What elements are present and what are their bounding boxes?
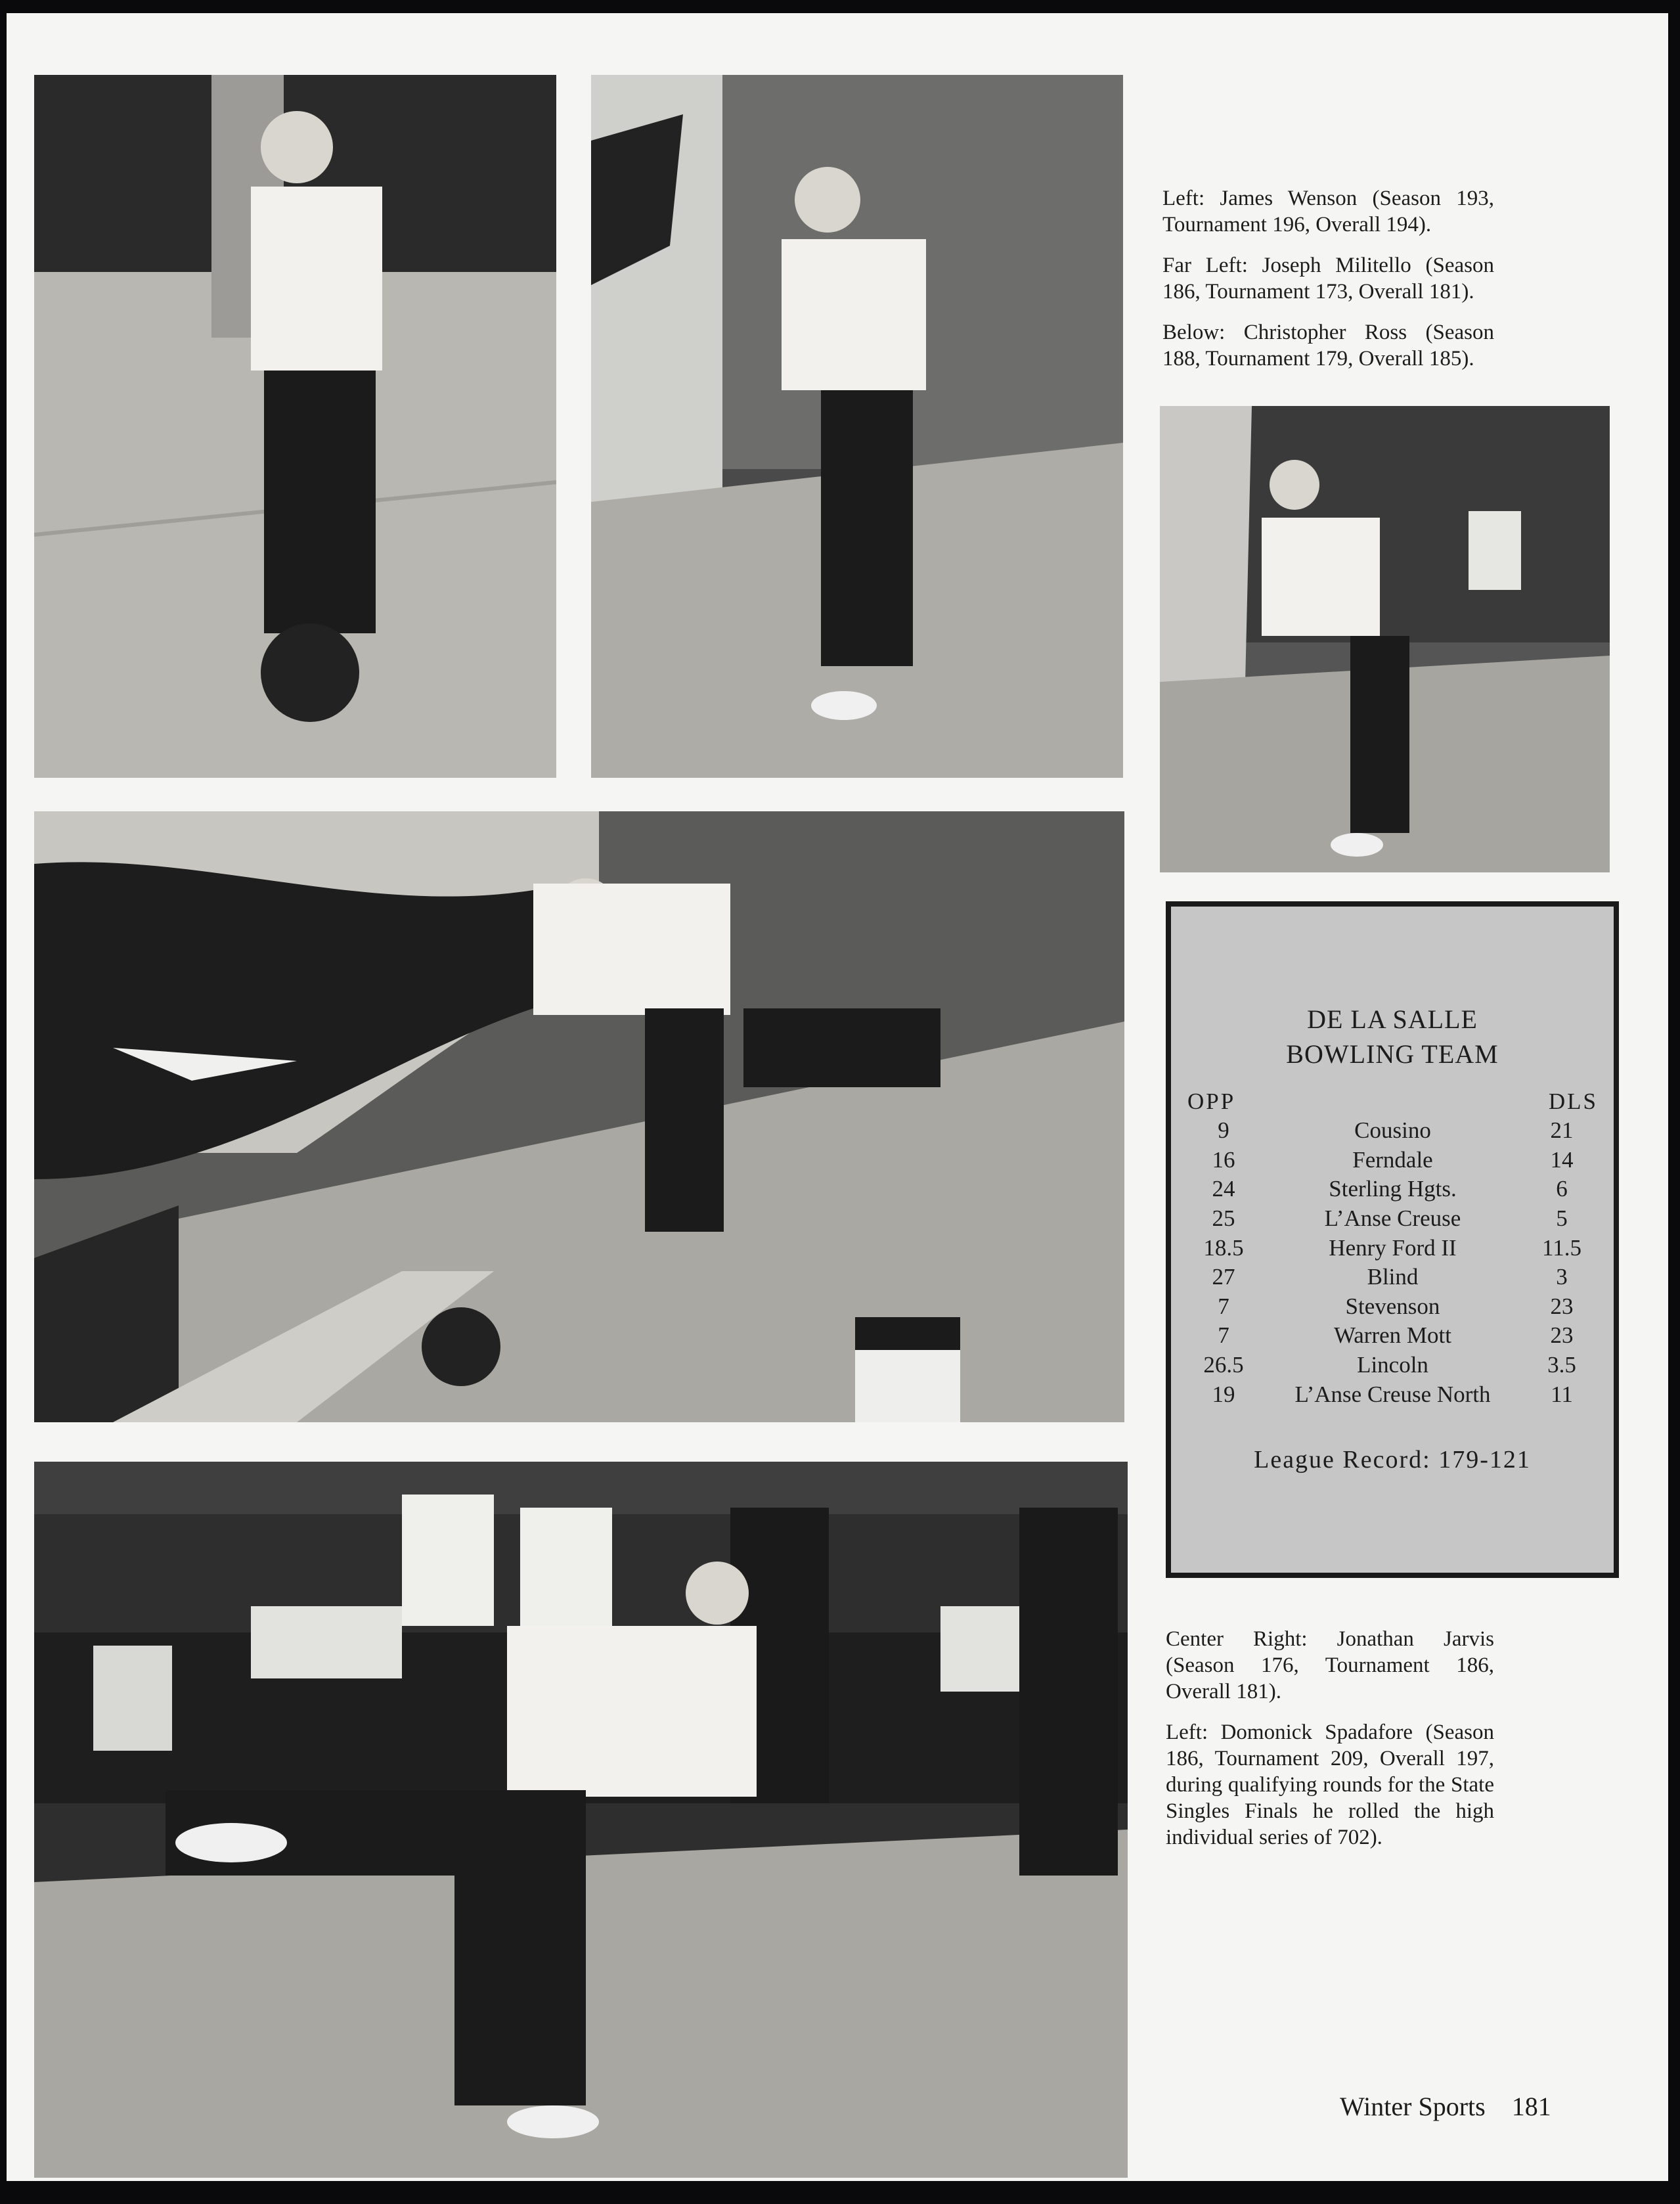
dls-score: 21: [1550, 1117, 1574, 1144]
captions-bottom: [1166, 1626, 1494, 1865]
dls-score: 3.5: [1547, 1352, 1576, 1378]
photo-bowler-wenson: [34, 75, 556, 778]
dls-score: 23: [1550, 1293, 1574, 1319]
scoreboard-rows: [1187, 1116, 1598, 1409]
opp-score: 7: [1218, 1322, 1229, 1349]
opponent-name: Henry Ford II: [1329, 1234, 1457, 1261]
opp-score: 19: [1212, 1381, 1235, 1407]
dls-score: 5: [1556, 1205, 1568, 1232]
opp-score: 7: [1218, 1293, 1229, 1319]
col-dls: DLS: [1548, 1089, 1598, 1114]
caption-wenson: Left: James Wenson (Season 193, Tournament 196, Overall 194).: [1162, 187, 1494, 236]
scoreboard-header: [1187, 1087, 1598, 1116]
scoreboard-row: [1187, 1351, 1598, 1380]
scoreboard-row: [1187, 1146, 1598, 1175]
caption-jarvis: Center Right: Jonathan Jarvis (Season 176, Tournament 186, Overall 181).: [1166, 1627, 1494, 1703]
section-title: Winter Sports: [1340, 2092, 1486, 2121]
photo-bowler-militello: [591, 75, 1123, 778]
scoreboard-row: [1187, 1116, 1598, 1146]
opponent-name: L’Anse Creuse North: [1294, 1381, 1491, 1407]
scoreboard-row: [1187, 1204, 1598, 1234]
opp-score: 18.5: [1203, 1234, 1244, 1261]
opp-score: 24: [1212, 1176, 1235, 1202]
scoreboard-table: [1187, 1087, 1598, 1409]
photo-bowler-spadafore: [34, 1462, 1128, 2178]
caption-militello: Far Left: Joseph Militello (Season 186, Tournament 173, Overall 181).: [1162, 254, 1494, 304]
photo-bowler-ross: [1160, 406, 1610, 872]
dls-score: 3: [1556, 1264, 1568, 1290]
opponent-name: Cousino: [1354, 1117, 1431, 1144]
scoreboard-row: [1187, 1263, 1598, 1292]
dls-score: 6: [1556, 1176, 1568, 1202]
opponent-name: L’Anse Creuse: [1324, 1205, 1461, 1232]
opp-score: 16: [1212, 1146, 1235, 1173]
photo-bowler-jarvis: [34, 811, 1124, 1422]
opp-score: 27: [1212, 1264, 1235, 1290]
page-number: 181: [1511, 2092, 1551, 2121]
opp-score: 9: [1218, 1117, 1229, 1144]
league-record: League Record: 179-121: [1254, 1446, 1531, 1473]
dls-score: 11.5: [1542, 1234, 1581, 1261]
yearbook-page: [7, 13, 1668, 2181]
opponent-name: Ferndale: [1352, 1146, 1433, 1173]
scoreboard-row: [1187, 1233, 1598, 1263]
opp-score: 25: [1212, 1205, 1235, 1232]
scoreboard-row: [1187, 1321, 1598, 1351]
dls-score: 11: [1551, 1381, 1573, 1407]
scoreboard-row: [1187, 1292, 1598, 1322]
col-opp: OPP: [1187, 1089, 1236, 1114]
opponent-name: Blind: [1367, 1264, 1419, 1290]
scoreboard-title: DE LA SALLE BOWLING TEAM: [1286, 1004, 1499, 1069]
opponent-name: Stevenson: [1345, 1293, 1440, 1319]
opponent-name: Sterling Hgts.: [1329, 1176, 1457, 1202]
opponent-name: Warren Mott: [1334, 1322, 1451, 1349]
dls-score: 14: [1550, 1146, 1574, 1173]
opponent-name: Lincoln: [1357, 1352, 1428, 1378]
bowling-team-scoreboard: [1166, 901, 1619, 1578]
opp-score: 26.5: [1203, 1352, 1244, 1378]
scoreboard-row: [1187, 1175, 1598, 1204]
dls-score: 23: [1550, 1322, 1574, 1349]
captions-top: [1162, 185, 1494, 386]
scoreboard-row: [1187, 1380, 1598, 1409]
caption-spadafore: Left: Domonick Spadafore (Season 186, Tournament 209, Overall 197, during qualifying rounds for the State Singles Finals he rolled the high individual series of 702).: [1166, 1720, 1494, 1849]
page-footer: [1340, 2091, 1551, 2122]
caption-ross: Below: Christopher Ross (Season 188, Tournament 179, Overall 185).: [1162, 321, 1494, 371]
